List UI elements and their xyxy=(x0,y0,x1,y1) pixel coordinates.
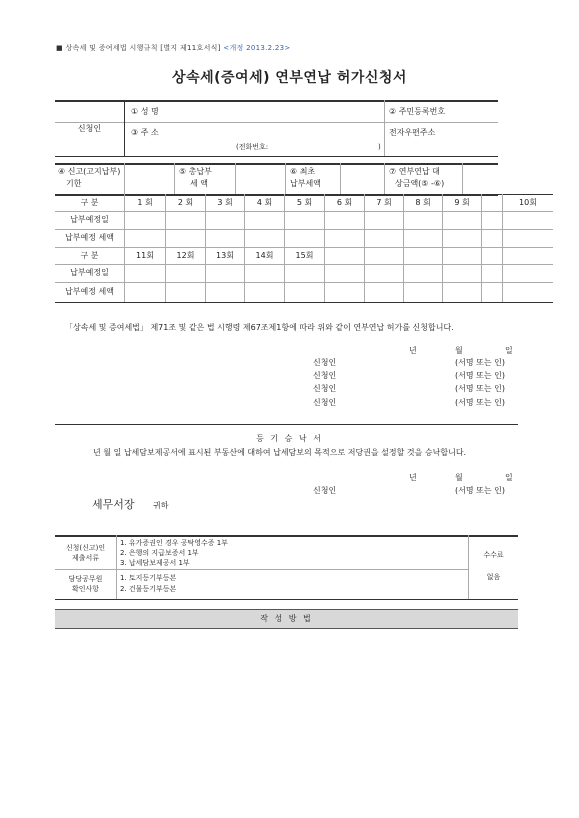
installment-label-2: 상금액(⑤ -⑥) xyxy=(395,179,445,188)
fee-label: 수수료 xyxy=(483,551,504,559)
addressee-suffix: 귀하 xyxy=(153,501,169,510)
first-payment-label-2: 납부세액 xyxy=(290,179,321,188)
signer-label: 신청인 xyxy=(313,358,337,367)
round-header: 11회 xyxy=(136,251,154,260)
round-header: 12회 xyxy=(176,251,195,260)
form-reference xyxy=(56,43,291,53)
consent-signer-label: 신청인 xyxy=(313,486,337,495)
date-month: 월 xyxy=(455,346,463,355)
email-field[interactable]: 전자우편주소 xyxy=(389,128,436,137)
round-header: 14회 xyxy=(255,251,274,260)
fee-value: 없음 xyxy=(486,573,501,581)
address-field[interactable]: ③ 주 소 xyxy=(131,128,159,137)
round-header: 10회 xyxy=(519,198,537,207)
round-header: 5 회 xyxy=(296,198,313,207)
signer-label: 신청인 xyxy=(313,384,337,393)
division-label-2: 구 분 xyxy=(80,251,99,260)
applicant-label: 신청인 xyxy=(77,124,102,133)
signature-mark[interactable]: (서명 또는 인) xyxy=(455,358,505,367)
tax-office-addressee: 세무서장 xyxy=(92,498,135,511)
first-payment-label: ⑥ 최초 xyxy=(290,167,316,176)
round-header: 4 회 xyxy=(256,198,273,207)
installment-label: ⑦ 연부연납 대 xyxy=(389,167,440,176)
submit-doc-item: 1. 유가증권인 경우 공탁영수증 1부 xyxy=(120,539,228,547)
due-amount-label: 납부예정 세액 xyxy=(65,233,114,242)
signature-mark[interactable]: (서명 또는 인) xyxy=(455,384,505,393)
signer-label: 신청인 xyxy=(313,371,337,380)
round-header: 1 회 xyxy=(137,198,153,207)
total-tax-label: ⑤ 총납부 xyxy=(179,167,212,176)
total-tax-label-2: 세 액 xyxy=(190,179,208,188)
round-header: 8 회 xyxy=(415,198,431,207)
resident-number-field[interactable]: ② 주민등록번호 xyxy=(389,107,446,116)
due-amount-label-2: 납부예정 세액 xyxy=(65,287,114,296)
phone-close: ) xyxy=(378,143,381,151)
name-field[interactable]: ① 성 명 xyxy=(131,107,159,116)
verify-label: 담당공무원 xyxy=(68,575,103,583)
submit-doc-item: 3. 납세담보제공서 1부 xyxy=(120,559,190,567)
verify-item: 2. 건물등기부등본 xyxy=(120,585,177,593)
consent-signature-mark[interactable]: (서명 또는 인) xyxy=(455,486,505,495)
due-date-label: 납부예정일 xyxy=(70,215,109,224)
date-year: 년 xyxy=(409,346,417,355)
round-header: 2 회 xyxy=(177,198,194,207)
round-header: 6 회 xyxy=(336,198,353,207)
signer-label: 신청인 xyxy=(313,398,337,407)
form-ref-text: ■ 상속세 및 증여세법 시행규칙 [별지 제11호서식] xyxy=(56,44,221,52)
date-day: 일 xyxy=(505,346,513,355)
submit-doc-item: 2. 은행의 지급보증서 1부 xyxy=(120,549,199,557)
deadline-label: ④ 신고(고지납부) xyxy=(58,167,121,176)
registry-consent-text: 년 월 일 납세담보제공서에 표시된 부동산에 대하여 납세담보의 목적으로 저당권을 설정할 것을 승낙합니다. xyxy=(93,448,467,457)
submit-docs-label-2: 제출서류 xyxy=(71,554,100,562)
round-header: 13회 xyxy=(216,251,234,260)
consent-date-day: 일 xyxy=(505,473,513,482)
round-header: 7 회 xyxy=(376,198,392,207)
registry-consent-heading: 등 기 승 낙 서 xyxy=(256,434,323,443)
verify-item: 1. 토지등기부등본 xyxy=(120,574,177,582)
consent-date-month: 월 xyxy=(455,473,463,482)
verify-label-2: 확인사항 xyxy=(71,585,100,593)
form-title: 상속세(증여세) 연부연납 허가신청서 xyxy=(172,70,407,86)
round-header: 9 회 xyxy=(454,198,470,207)
round-header: 3 회 xyxy=(217,198,233,207)
round-header: 15회 xyxy=(295,251,314,260)
division-label: 구 분 xyxy=(80,198,99,207)
submit-docs-label: 신청(신고)인 xyxy=(65,544,106,552)
consent-date-year: 년 xyxy=(409,473,417,482)
application-statement: 「상속세 및 증여세법」 제71조 및 같은 법 시행령 제67조제1항에 따라 위와 같이 연부연납 허가를 신청합니다. xyxy=(65,323,454,332)
revision-date: <개정 2013.2.23> xyxy=(223,44,291,52)
deadline-label-2: 기한 xyxy=(66,179,82,188)
phone-field[interactable]: (전화번호: xyxy=(236,143,269,151)
signature-mark[interactable]: (서명 또는 인) xyxy=(455,371,505,380)
instructions-heading: 작 성 방 법 xyxy=(260,614,313,623)
signature-mark[interactable]: (서명 또는 인) xyxy=(455,398,505,407)
due-date-label-2: 납부예정일 xyxy=(70,268,109,277)
